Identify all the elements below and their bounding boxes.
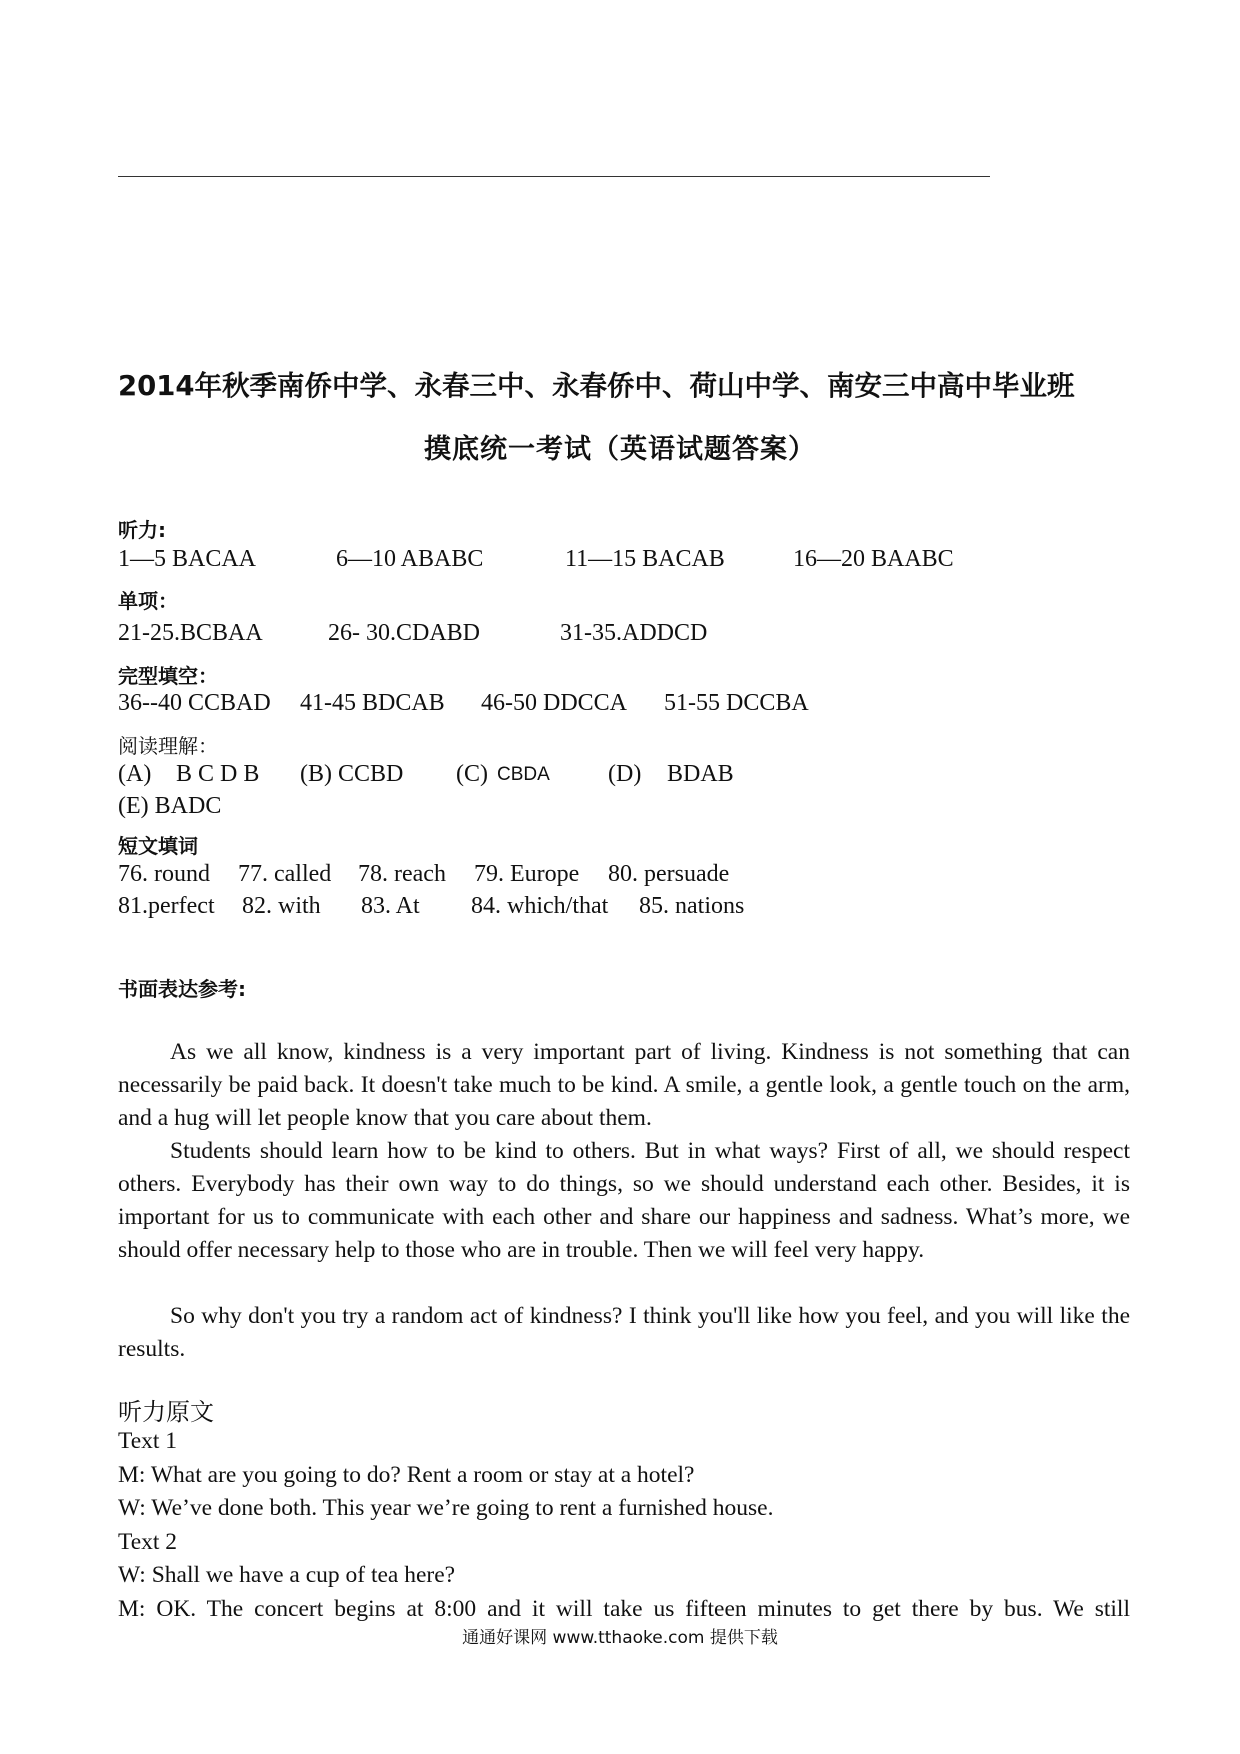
transcript-line: Text 2 <box>118 1528 178 1555</box>
cloze-answer-2: 41-45 BDCAB <box>300 690 445 716</box>
reading-answer-a: B C D B <box>176 761 260 787</box>
writing-paragraph-2: Students should learn how to be kind to others. But in what ways? First of all, we should respect others. Everybody has their own way to do things, so we should understand each other. Besides, it is important for us to communicate with each other and share our happiness and sadness. What’s more, we should offer necessary help to those who are in trouble. Then we will feel very happy. <box>118 1138 1130 1263</box>
writing-label: 书面表达参考: <box>118 977 246 1001</box>
transcript-label: 听力原文 <box>118 1398 214 1426</box>
single-choice-answer-1: 21-25.BCBAA <box>118 620 263 646</box>
cloze-answer-1: 36--40 CCBAD <box>118 690 271 716</box>
reading-answer-a-label: (A) <box>118 761 152 787</box>
word-fill-76: 76. round <box>118 861 210 887</box>
single-choice-answer-3: 31-35.ADDCD <box>560 620 708 646</box>
word-fill-80: 80. persuade <box>608 861 730 887</box>
listening-label: 听力: <box>118 518 166 542</box>
reading-answer-e: (E) BADC <box>118 793 222 819</box>
word-fill-85: 85. nations <box>639 893 745 919</box>
word-fill-81: 81.perfect <box>118 893 215 919</box>
transcript-line: W: Shall we have a cup of tea here? <box>118 1562 456 1588</box>
word-fill-83: 83. At <box>361 893 420 919</box>
word-fill-label: 短文填词 <box>118 834 198 858</box>
reading-label: 阅读理解： <box>118 734 218 758</box>
page-title-line2: 摸底统一考试（英语试题答案） <box>424 434 816 465</box>
transcript-body <box>118 1425 1130 1626</box>
reading-answer-d: BDAB <box>667 761 734 787</box>
word-fill-77: 77. called <box>238 861 332 887</box>
transcript-line: M: What are you going to do? Rent a room or stay at a hotel? <box>118 1461 695 1488</box>
listening-answer-1: 1—5 BACAA <box>118 546 257 572</box>
page-title-line1: 2014年秋季南侨中学、永春三中、永春侨中、荷山中学、南安三中高中毕业班 <box>118 370 1075 402</box>
writing-paragraph-1: As we all know, kindness is a very important part of living. Kindness is not something that can necessarily be paid back. It doesn't take much to be kind. A smile, a gentle look, a gentle touch on the arm, and a hug will let people know that you care about them. <box>118 1039 1130 1131</box>
listening-answer-4: 16—20 BAABC <box>793 546 954 572</box>
header-rule <box>118 176 990 177</box>
listening-answer-2: 6—10 ABABC <box>336 546 484 572</box>
reading-answer-c-label: (C) <box>456 761 488 787</box>
transcript-line: M: OK. The concert begins at 8:00 and it will take us fifteen minutes to get there by bus. We still <box>118 1595 1130 1622</box>
word-fill-78: 78. reach <box>358 861 446 887</box>
cloze-label: 完型填空： <box>118 664 218 688</box>
single-choice-label: 单项： <box>118 589 178 613</box>
word-fill-79: 79. Europe <box>474 861 580 887</box>
listening-answer-3: 11—15 BACAB <box>565 546 725 572</box>
writing-paragraph-3: So why don't you try a random act of kindness? I think you'll like how you feel, and you will like the results. <box>118 1303 1130 1362</box>
cloze-answer-4: 51-55 DCCBA <box>664 690 809 716</box>
transcript-line: W: We’ve done both. This year we’re going to rent a furnished house. <box>118 1495 774 1521</box>
word-fill-82: 82. with <box>242 893 321 919</box>
reading-answer-b: (B) CCBD <box>300 761 404 787</box>
reading-answer-c: CBDA <box>497 764 550 785</box>
reading-answer-d-label: (D) <box>608 761 642 787</box>
single-choice-answer-2: 26- 30.CDABD <box>328 620 481 646</box>
transcript-line: Text 1 <box>118 1428 178 1454</box>
word-fill-84: 84. which/that <box>471 893 609 919</box>
cloze-answer-3: 46-50 DDCCA <box>481 690 628 716</box>
page-footer: 通通好课网 www.tthaoke.com 提供下载 <box>462 1628 778 1648</box>
